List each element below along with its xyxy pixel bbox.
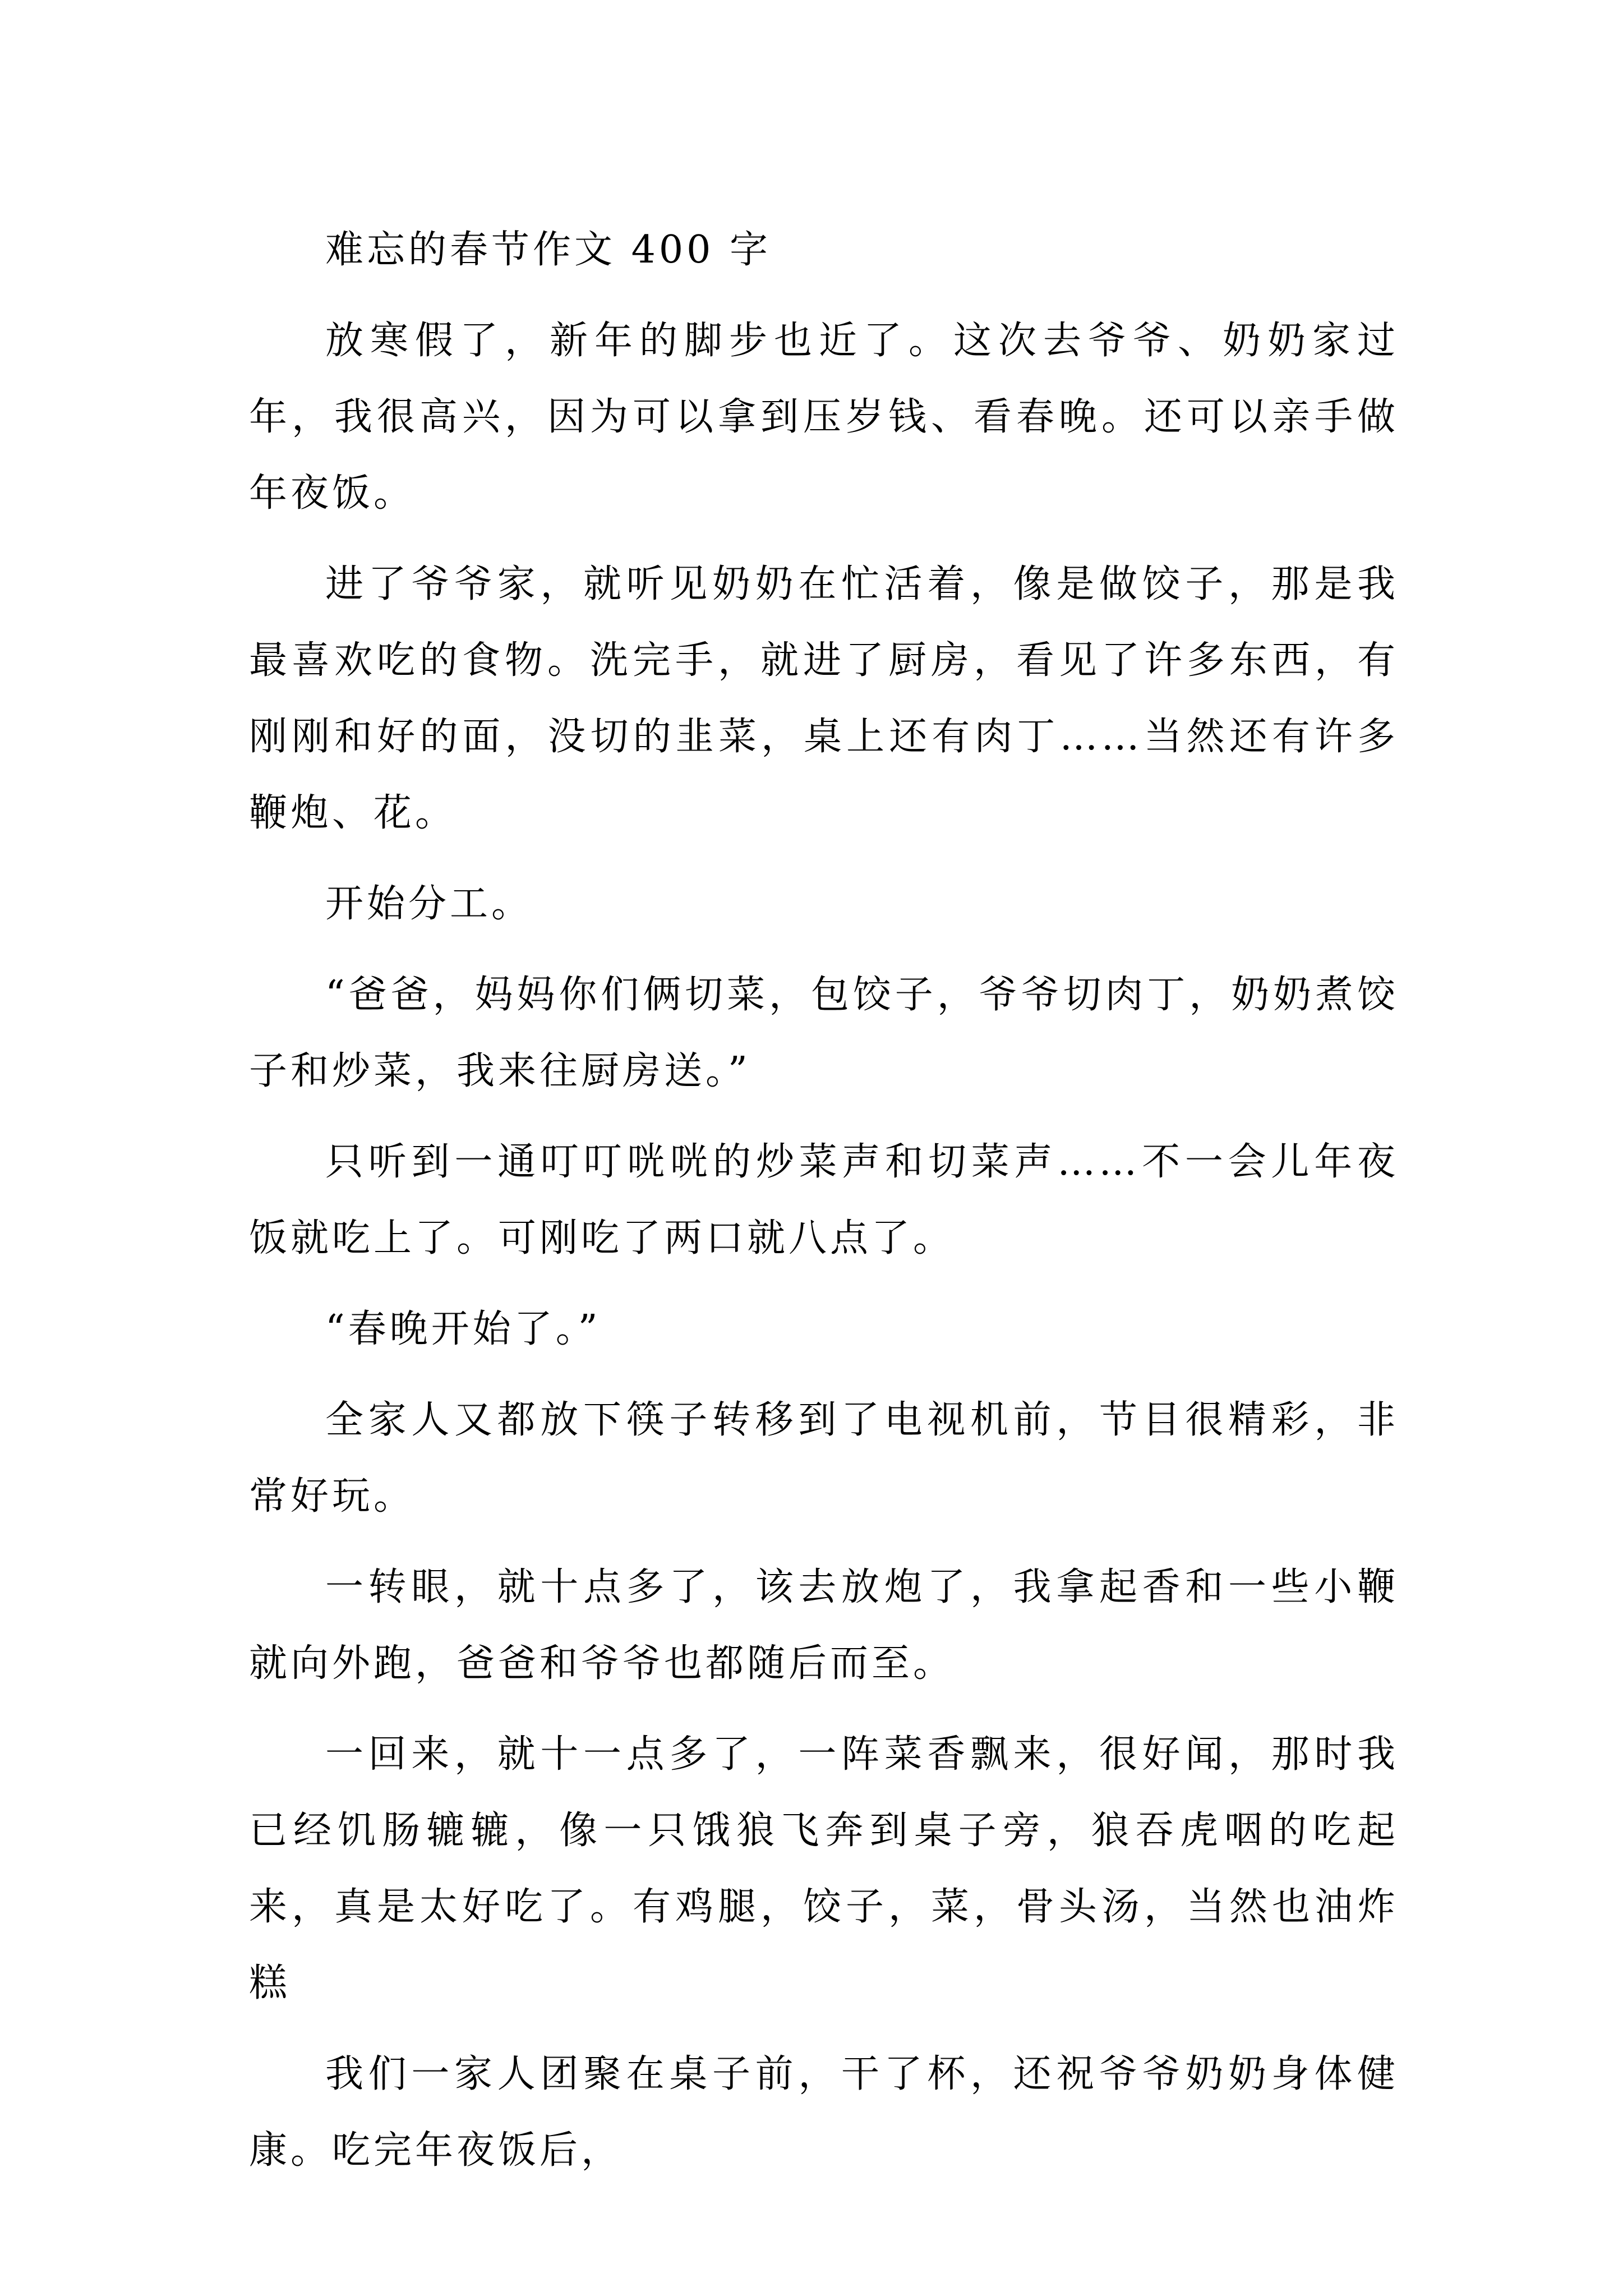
document-body bbox=[249, 212, 1399, 2203]
paragraph: 放寒假了，新年的脚步也近了。这次去爷爷、奶奶家过年，我很高兴，因为可以拿到压岁钱、看春晚。还可以亲手做年夜饭。 bbox=[249, 319, 1399, 516]
paragraph: 进了爷爷家，就听见奶奶在忙活着，像是做饺子，那是我最喜欢吃的食物。洗完手，就进了厨房，看见了许多东西，有刚刚和好的面，没切的韭菜，桌上还有肉丁……当然还有许多鞭炮、花。 bbox=[249, 562, 1399, 835]
paragraph: “爸爸，妈妈你们俩切菜，包饺子，爷爷切肉丁，奶奶煮饺子和炒菜，我来往厨房送。” bbox=[249, 973, 1399, 1093]
paragraph: 我们一家人团聚在桌子前，干了杯，还祝爷爷奶奶身体健康。吃完年夜饭后， bbox=[249, 2052, 1399, 2173]
paragraph: “春晚开始了。” bbox=[325, 1307, 601, 1351]
paragraph: 全家人又都放下筷子转移到了电视机前，节目很精彩，非常好玩。 bbox=[249, 1398, 1399, 1519]
paragraph: 一回来，就十一点多了，一阵菜香飘来，很好闻，那时我已经饥肠辘辘，像一只饿狼飞奔到桌子旁，狼吞虎咽的吃起来，真是太好吃了。有鸡腿，饺子，菜，骨头汤，当然也油炸糕 bbox=[249, 1732, 1399, 2005]
paragraph: 只听到一通叮叮咣咣的炒菜声和切菜声……不一会儿年夜饭就吃上了。可刚吃了两口就八点了。 bbox=[249, 1140, 1399, 1260]
paragraph: 一转眼，就十点多了，该去放炮了，我拿起香和一些小鞭就向外跑，爸爸和爷爷也都随后而至。 bbox=[249, 1565, 1399, 1686]
paragraph: 开始分工。 bbox=[325, 882, 533, 926]
essay-title: 难忘的春节作文 400 字 bbox=[325, 228, 772, 272]
